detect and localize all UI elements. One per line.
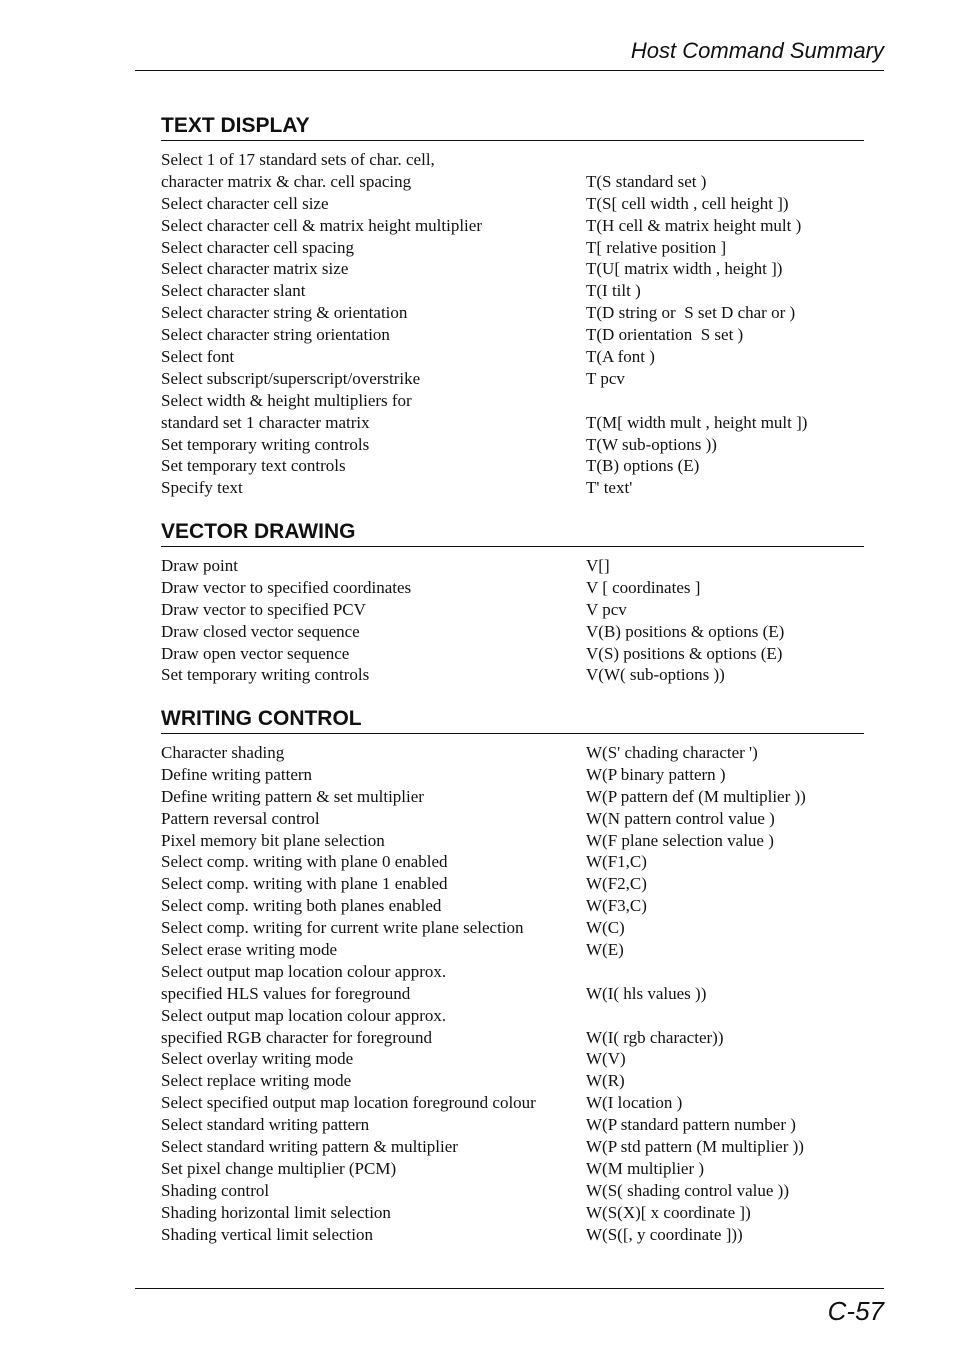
command-syntax: T(B) options (E) (586, 456, 700, 476)
command-row (161, 324, 864, 346)
command-description: character matrix & char. cell spacing (161, 171, 412, 191)
command-row (161, 193, 864, 215)
section-writing-control (161, 705, 864, 1245)
command-description: Select character cell & matrix height multiplier (161, 215, 482, 235)
command-row (161, 215, 864, 237)
command-row (161, 1136, 864, 1158)
command-row (161, 455, 864, 477)
command-row (161, 302, 864, 324)
section-title: WRITING CONTROL (161, 705, 864, 734)
command-row (161, 895, 864, 917)
command-row (161, 961, 864, 983)
command-syntax: W(F2,C) (586, 874, 647, 894)
command-syntax: W(N pattern control value ) (586, 808, 775, 828)
command-description: Select character cell size (161, 193, 329, 213)
command-syntax: W(C) (586, 918, 625, 938)
command-description: Select specified output map location foreground colour (161, 1093, 536, 1113)
command-row (161, 434, 864, 456)
command-syntax: V(B) positions & options (E) (586, 621, 785, 641)
command-row (161, 1070, 864, 1092)
command-row (161, 412, 864, 434)
command-syntax: T pcv (586, 368, 625, 388)
command-description: Draw closed vector sequence (161, 621, 360, 641)
command-syntax: W(I( rgb character)) (586, 1027, 724, 1047)
command-row (161, 742, 864, 764)
command-syntax: W(P pattern def (M multiplier )) (586, 786, 806, 806)
section-vector-drawing (161, 518, 864, 686)
command-description: Draw open vector sequence (161, 643, 350, 663)
command-description: Set temporary writing controls (161, 434, 370, 454)
command-description: Draw vector to specified PCV (161, 599, 366, 619)
command-row (161, 477, 864, 499)
command-row (161, 643, 864, 665)
command-list (161, 149, 864, 499)
header-rule (135, 70, 884, 71)
command-syntax: V(W( sub-options )) (586, 665, 725, 685)
command-row (161, 983, 864, 1005)
command-syntax: W(I location ) (586, 1093, 683, 1113)
command-description: Select character matrix size (161, 259, 349, 279)
command-syntax: W(F3,C) (586, 896, 647, 916)
command-description: Set pixel change multiplier (PCM) (161, 1158, 397, 1178)
command-row (161, 1224, 864, 1246)
command-row (161, 599, 864, 621)
command-description: Set temporary writing controls (161, 665, 370, 685)
command-syntax: W(S([, y coordinate ])) (586, 1224, 743, 1244)
command-row (161, 1027, 864, 1049)
command-description: Select font (161, 347, 235, 367)
command-row (161, 1048, 864, 1070)
command-description: Specify text (161, 478, 243, 498)
command-description: Shading vertical limit selection (161, 1224, 373, 1244)
command-syntax (586, 1005, 864, 1027)
command-syntax: W(P binary pattern ) (586, 764, 726, 784)
command-syntax: W(S( shading control value )) (586, 1180, 789, 1200)
command-syntax: T(I tilt ) (586, 281, 641, 301)
command-description: Shading control (161, 1180, 270, 1200)
command-syntax: W(M multiplier ) (586, 1158, 705, 1178)
command-syntax (586, 149, 864, 171)
running-header: Host Command Summary (630, 38, 884, 63)
command-row (161, 149, 864, 171)
command-syntax: W(E) (586, 940, 624, 960)
command-row (161, 851, 864, 873)
command-row (161, 939, 864, 961)
command-description: Character shading (161, 743, 285, 762)
command-list (161, 742, 864, 1245)
command-syntax: W(F1,C) (586, 852, 647, 872)
command-row (161, 621, 864, 643)
command-description: Select comp. writing for current write plane selection (161, 918, 524, 938)
command-row (161, 764, 864, 786)
command-syntax: T[ relative position ] (586, 237, 727, 257)
command-row (161, 1114, 864, 1136)
command-row (161, 237, 864, 259)
command-description: specified RGB character for foreground (161, 1027, 432, 1047)
command-row (161, 786, 864, 808)
command-syntax: T' text' (586, 478, 633, 498)
command-row (161, 577, 864, 599)
command-syntax: W(P std pattern (M multiplier )) (586, 1137, 804, 1157)
command-row (161, 1202, 864, 1224)
command-row (161, 1005, 864, 1027)
command-row (161, 346, 864, 368)
command-description: Select 1 of 17 standard sets of char. cell, (161, 150, 435, 169)
command-description: specified HLS values for foreground (161, 983, 411, 1003)
command-description: Select character string orientation (161, 325, 390, 345)
command-syntax: W(V) (586, 1049, 626, 1069)
command-row (161, 1180, 864, 1202)
command-description: Draw point (161, 556, 238, 575)
command-row (161, 390, 864, 412)
page-number: C-57 (827, 1296, 884, 1326)
command-row (161, 258, 864, 280)
command-row (161, 280, 864, 302)
command-description: Pattern reversal control (161, 808, 320, 828)
command-row (161, 1092, 864, 1114)
command-syntax: V pcv (586, 599, 627, 619)
section-title: TEXT DISPLAY (161, 112, 864, 141)
command-row (161, 917, 864, 939)
command-description: Define writing pattern & set multiplier (161, 786, 424, 806)
command-syntax: T(M[ width mult , height mult ]) (586, 412, 808, 432)
command-syntax: W(I( hls values )) (586, 983, 707, 1003)
command-row (161, 171, 864, 193)
command-description: Select standard writing pattern & multiplier (161, 1137, 458, 1157)
command-syntax: T(H cell & matrix height mult ) (586, 215, 802, 235)
command-syntax: T(A font ) (586, 347, 655, 367)
command-description: Select character slant (161, 281, 306, 301)
command-syntax: T(W sub-options )) (586, 434, 717, 454)
command-description: Shading horizontal limit selection (161, 1202, 391, 1222)
section-title: VECTOR DRAWING (161, 518, 864, 547)
command-row (161, 1158, 864, 1180)
command-syntax: T(D string or S set D char or ) (586, 303, 796, 323)
footer-rule (135, 1288, 884, 1289)
command-syntax (586, 961, 864, 983)
command-syntax: W(S(X)[ x coordinate ]) (586, 1202, 751, 1222)
command-description: Select replace writing mode (161, 1071, 352, 1091)
command-syntax: V(S) positions & options (E) (586, 643, 783, 663)
command-description: Pixel memory bit plane selection (161, 830, 385, 850)
command-syntax: V[] (586, 556, 610, 575)
command-row (161, 808, 864, 830)
command-syntax: W(F plane selection value ) (586, 830, 774, 850)
command-syntax: T(U[ matrix width , height ]) (586, 259, 783, 279)
command-syntax: W(R) (586, 1071, 625, 1091)
command-description: Set temporary text controls (161, 456, 346, 476)
command-syntax: V [ coordinates ] (586, 577, 701, 597)
command-syntax: W(P standard pattern number ) (586, 1115, 796, 1135)
command-description: Select standard writing pattern (161, 1115, 370, 1135)
command-description: Select output map location colour approx. (161, 1005, 447, 1025)
command-syntax (586, 390, 864, 412)
command-description: Select comp. writing both planes enabled (161, 896, 442, 916)
command-syntax: T(S standard set ) (586, 171, 707, 191)
command-description: Select character cell spacing (161, 237, 355, 257)
command-syntax: W(S' chading character ') (586, 743, 758, 762)
command-syntax: T(S[ cell width , cell height ]) (586, 193, 789, 213)
section-text-display (161, 112, 864, 499)
command-description: Define writing pattern (161, 764, 313, 784)
command-row (161, 664, 864, 686)
command-description: Select subscript/superscript/overstrike (161, 368, 421, 388)
command-description: Select erase writing mode (161, 940, 338, 960)
command-description: Select output map location colour approx. (161, 961, 447, 981)
command-description: Select overlay writing mode (161, 1049, 354, 1069)
command-row (161, 368, 864, 390)
command-description: Select comp. writing with plane 0 enabled (161, 852, 448, 872)
command-row (161, 830, 864, 852)
command-row (161, 873, 864, 895)
command-description: Select width & height multipliers for (161, 390, 412, 410)
command-description: Select comp. writing with plane 1 enabled (161, 874, 448, 894)
command-description: Select character string & orientation (161, 303, 408, 323)
command-syntax: T(D orientation S set ) (586, 325, 744, 345)
command-description: Draw vector to specified coordinates (161, 577, 412, 597)
command-description: standard set 1 character matrix (161, 412, 370, 432)
command-list (161, 555, 864, 686)
command-row (161, 555, 864, 577)
